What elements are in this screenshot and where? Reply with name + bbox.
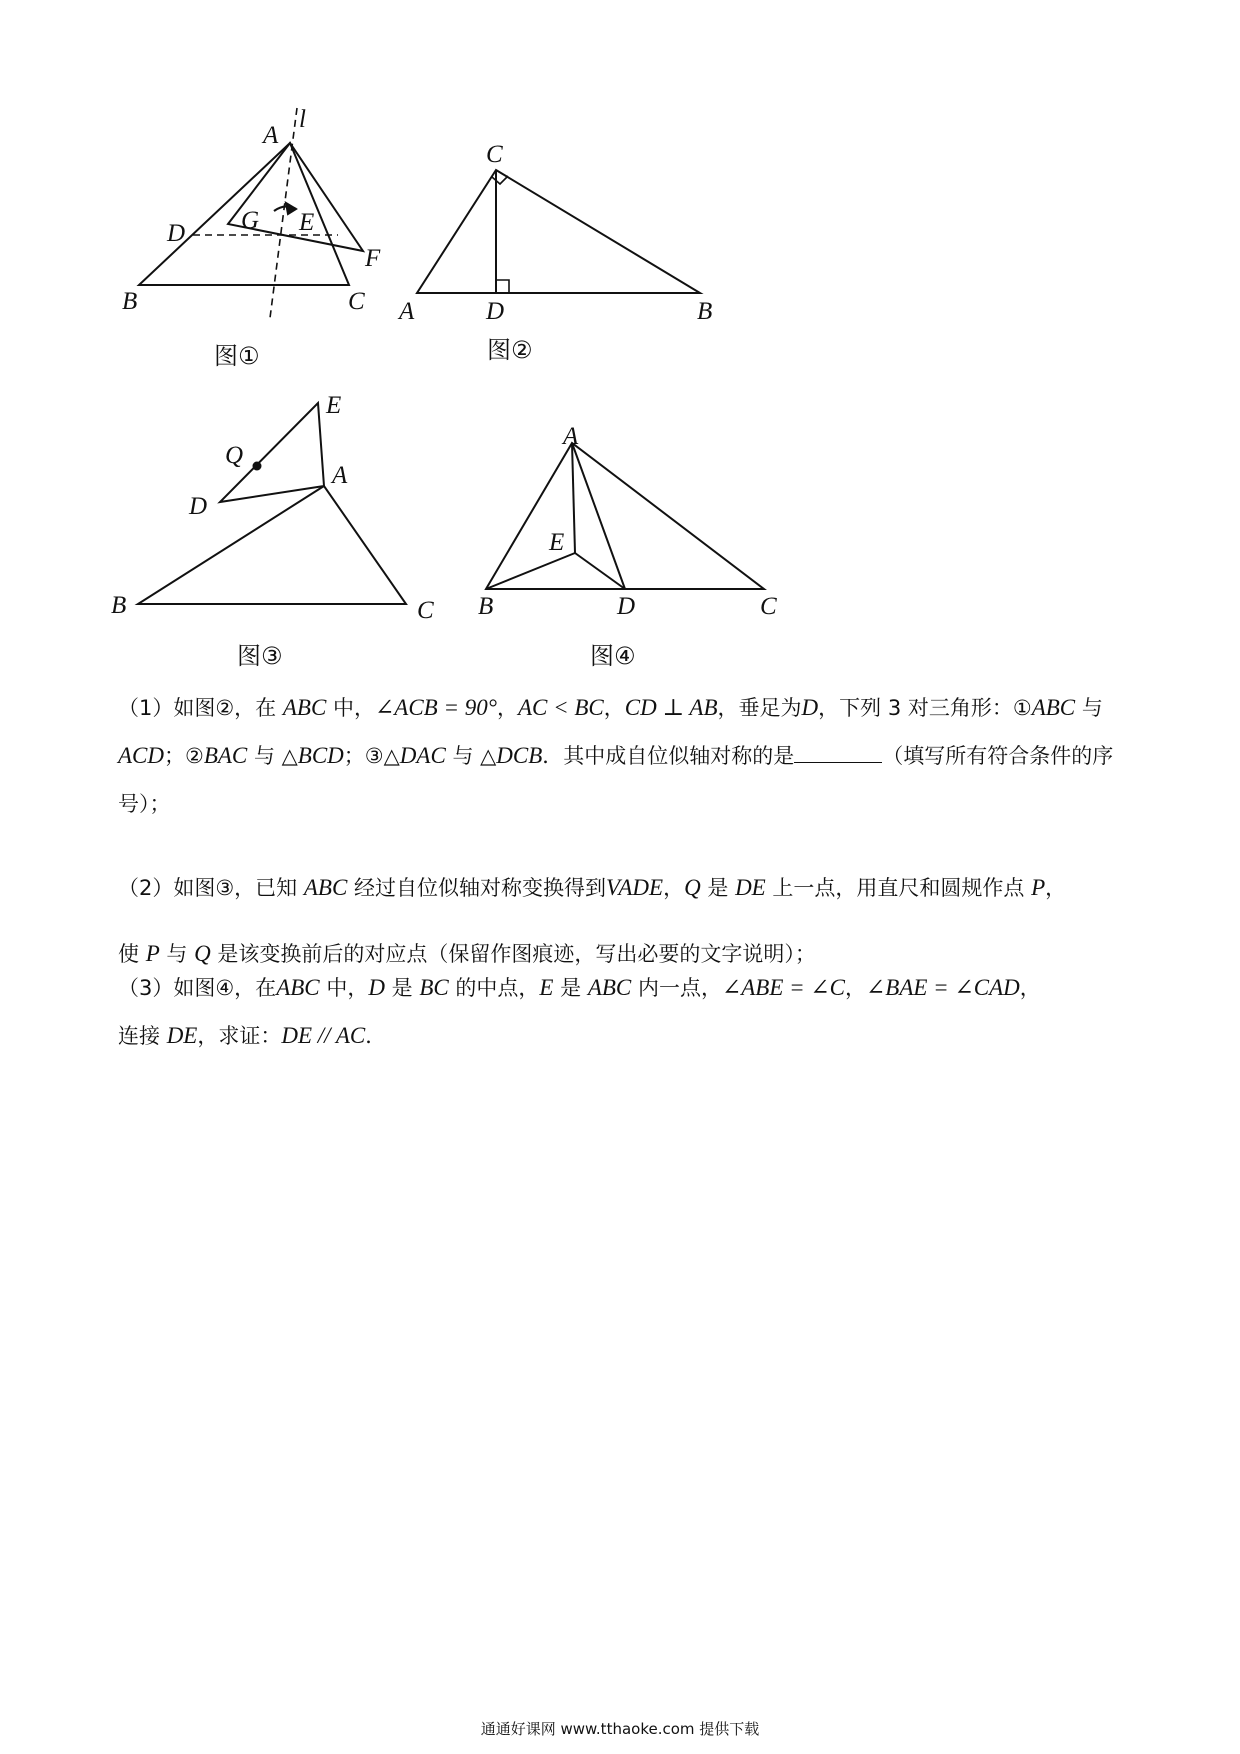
fig2-caption: 图② <box>487 336 533 364</box>
q1-text: 中， <box>326 696 376 720</box>
q3-text: 是 <box>553 976 588 1000</box>
figure-1 <box>100 100 420 320</box>
q2-math: VADE <box>606 875 664 900</box>
fig3-label-c: C <box>417 597 434 624</box>
q1-math: ABC <box>282 695 327 720</box>
q3-math: BC <box>419 975 449 1000</box>
fig2-label-a: A <box>399 298 415 325</box>
q1-text: ；③△ <box>343 744 400 768</box>
q2-text: 使 <box>118 942 146 966</box>
fig4-label-c: C <box>760 593 777 620</box>
fig1-caption: 图① <box>214 342 260 370</box>
fig3-point-q <box>253 462 262 471</box>
fig1-arrow-head-icon <box>286 203 296 214</box>
fig1-label-a: A <box>263 122 279 149</box>
q1-text: ，下列 3 对三角形：① <box>818 696 1032 720</box>
q3-math: ∠ABE = ∠C <box>721 975 846 1000</box>
fig4-label-d: D <box>617 593 636 620</box>
fig1-label-e: E <box>299 209 315 236</box>
q2-math: DE <box>735 875 766 900</box>
q1-text: ，垂足为 <box>717 696 802 720</box>
fig3-label-a: A <box>332 462 348 489</box>
q2-text: 是 <box>700 876 736 900</box>
q3-math: E <box>539 975 554 1000</box>
q2-text: （2）如图③，已知 <box>118 876 304 900</box>
q2-text: 上一点，用直尺和圆规作点 <box>765 876 1032 900</box>
q3-text: 是 <box>384 976 420 1000</box>
fig4-segment-be <box>486 553 575 589</box>
q2-math: ABC <box>303 875 348 900</box>
q3-math: DE // AC <box>281 1023 366 1048</box>
q3-math: DE <box>166 1023 198 1048</box>
q1-text: ；② <box>164 744 204 768</box>
fig4-label-a: A <box>563 423 579 450</box>
q1-math: BCD <box>297 743 344 768</box>
q2-math: P <box>1031 875 1046 900</box>
fig4-triangle-abc <box>486 443 764 589</box>
question-3 <box>118 964 1138 1060</box>
q1-text: （填写所有符合条件的序号）； <box>118 744 1114 816</box>
q3-text: （3）如图④，在 <box>118 976 277 1000</box>
fig4-label-b: B <box>478 593 494 620</box>
figure-4 <box>470 415 790 625</box>
question-1 <box>118 684 1138 828</box>
q1-math: ∠ACB = 90° <box>375 695 497 720</box>
q1-math: D <box>801 695 819 720</box>
q3-text: 中， <box>319 976 369 1000</box>
q2-math: Q <box>194 941 211 966</box>
q1-text: 与 △ <box>247 744 298 768</box>
fig3-label-e: E <box>326 392 342 419</box>
answer-blank[interactable] <box>794 744 882 763</box>
q1-text: （1）如图②，在 <box>118 696 277 720</box>
fig3-label-b: B <box>111 592 127 619</box>
q2-text: 是该变换前后的对应点（保留作图痕迹，写出必要的文字说明）； <box>210 942 816 966</box>
fig1-label-d: D <box>167 220 186 247</box>
fig3-label-d: D <box>189 493 208 520</box>
fig2-right-angle-d <box>496 280 509 293</box>
q1-text: ， <box>496 696 518 720</box>
q3-math: ABC <box>587 975 632 1000</box>
fig2-label-b: B <box>697 298 713 325</box>
q3-math: ∠BAE = ∠CAD <box>866 975 1020 1000</box>
fig3-caption: 图③ <box>237 642 283 670</box>
q1-text: 与 <box>1075 696 1103 720</box>
q3-math: ABC <box>276 975 320 1000</box>
fig1-label-f: F <box>365 245 381 272</box>
fig1-label-c: C <box>348 288 365 315</box>
q2-text: 经过自位似轴对称变换得到 <box>347 876 607 900</box>
q3-text: 内一点， <box>631 976 722 1000</box>
q1-math: AC < BC <box>517 695 604 720</box>
q2-text: ， <box>663 876 685 900</box>
q1-math: DCB <box>496 743 543 768</box>
q3-text: ， <box>845 976 867 1000</box>
q1-math: ABC <box>1031 695 1076 720</box>
figure-2 <box>390 130 730 330</box>
figure-3 <box>100 380 450 630</box>
fig3-triangle-abc <box>138 486 406 604</box>
q2-text: ， <box>1045 876 1067 900</box>
q2-text: 与 <box>159 942 195 966</box>
fig4-segment-ad <box>572 443 625 589</box>
fig2-label-c: C <box>486 141 503 168</box>
q3-text: 连接 <box>118 1024 167 1048</box>
q1-math: BAC <box>203 743 248 768</box>
fig3-label-q: Q <box>225 442 244 469</box>
q3-text: ， <box>1019 976 1041 1000</box>
page-footer: 通通好课网 www.tthaoke.com 提供下载 <box>480 1720 760 1738</box>
fig1-label-l: l <box>299 106 306 133</box>
q1-text: 与 △ <box>445 744 497 768</box>
question-2 <box>118 864 1138 978</box>
q3-text: ． <box>365 1024 387 1048</box>
q1-math: CD ⊥ AB <box>624 695 718 720</box>
q1-text: ．其中成自位似轴对称的是 <box>542 744 795 768</box>
fig1-label-g: G <box>241 207 260 234</box>
q3-text: 的中点， <box>448 976 540 1000</box>
q3-text: ，求证： <box>197 1024 282 1048</box>
q2-math: Q <box>684 875 701 900</box>
fig4-segment-ae <box>572 443 575 553</box>
fig4-label-e: E <box>549 529 565 556</box>
fig1-label-b: B <box>122 288 138 315</box>
fig4-caption: 图④ <box>590 642 636 670</box>
fig2-right-angle-c <box>492 176 508 184</box>
q1-math: DAC <box>399 743 446 768</box>
q1-text: ， <box>603 696 625 720</box>
fig2-label-d: D <box>486 298 505 325</box>
q3-math: D <box>368 975 385 1000</box>
q1-math: ACD <box>118 743 164 768</box>
q2-math: P <box>145 941 160 966</box>
fig2-triangle-abc <box>417 170 700 293</box>
